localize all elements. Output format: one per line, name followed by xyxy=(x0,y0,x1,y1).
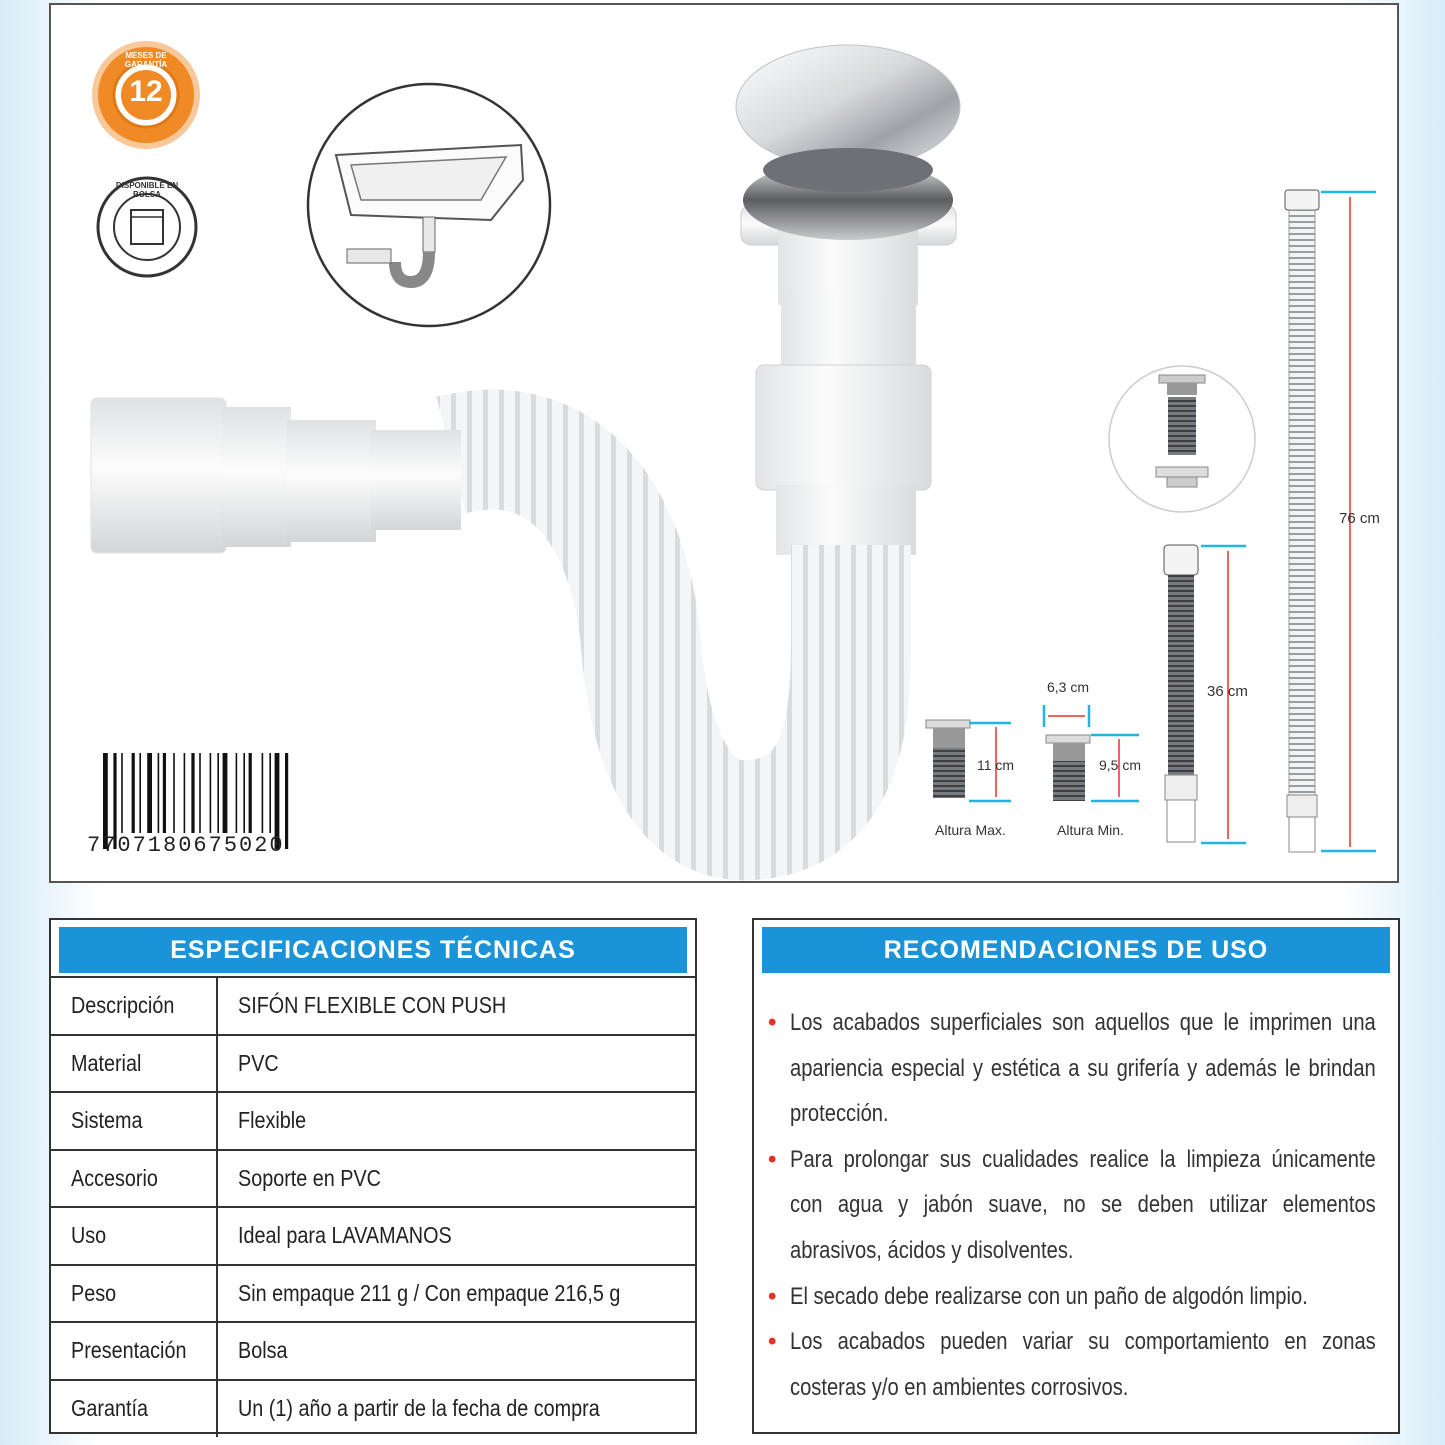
push-drain-cap xyxy=(736,45,960,305)
spec-label-text: Descripción xyxy=(71,992,175,1019)
spec-label xyxy=(51,977,217,1035)
barcode-bar xyxy=(285,753,288,849)
spec-value-text: SIFÓN FLEXIBLE CON PUSH xyxy=(238,992,507,1019)
sink-installation-icon xyxy=(308,84,550,326)
spec-value xyxy=(217,1380,695,1438)
spec-row xyxy=(51,1265,695,1323)
spec-label-text: Accesorio xyxy=(71,1164,158,1191)
spec-label-text: Material xyxy=(71,1049,142,1076)
bullet-icon: • xyxy=(768,1282,777,1310)
barcode-bar xyxy=(121,753,123,833)
recommendations-list xyxy=(768,1000,1376,1410)
barcode-bar xyxy=(139,753,141,833)
spec-label-text: Garantía xyxy=(71,1395,148,1422)
bullet-icon: • xyxy=(768,1145,777,1173)
recommendation-item xyxy=(768,1274,1376,1320)
spec-label xyxy=(51,1265,217,1323)
height-min-illustration xyxy=(1044,705,1142,801)
spec-row xyxy=(51,1092,695,1150)
recommendation-item xyxy=(768,1000,1376,1137)
spec-label-text: Uso xyxy=(71,1222,107,1249)
barcode-number: 7707180675020 xyxy=(87,833,285,858)
barcode-bar xyxy=(199,753,201,833)
warranty-ring-text: MESES DE GARANTÍA xyxy=(124,51,168,69)
recommendation-text: Los acabados pueden variar su comportamiento en zonas costeras y/o en ambientes corrosivos. xyxy=(790,1328,1376,1401)
dimension-diameter: 6,3 cm xyxy=(1047,679,1090,695)
dimension-36cm: 36 cm xyxy=(1207,683,1248,700)
spec-value-text: PVC xyxy=(238,1049,279,1076)
recommendation-item xyxy=(768,1319,1376,1410)
recommendation-item xyxy=(768,1137,1376,1274)
barcode-bar xyxy=(269,753,271,833)
spec-value xyxy=(217,977,695,1035)
product-illustration xyxy=(51,5,1399,883)
spec-label xyxy=(51,1092,217,1150)
spec-value-text: Soporte en PVC xyxy=(238,1164,381,1191)
recommendation-text: Para prolongar sus cualidades realice la limpieza únicamente con agua y jabón suave, no se deben utilizar elementos abrasivos, ácidos y disolventes. xyxy=(790,1145,1376,1264)
barcode-bar xyxy=(243,753,245,833)
product-panel xyxy=(49,3,1399,883)
barcode-bar xyxy=(191,753,194,833)
spec-label xyxy=(51,1322,217,1380)
barcode-bar xyxy=(249,753,252,833)
barcode-bar xyxy=(223,753,228,833)
specifications-title: ESPECIFICACIONES TÉCNICAS xyxy=(59,927,687,973)
label-height-min: Altura Min. xyxy=(1057,822,1124,838)
horizontal-outlet-pipe xyxy=(91,398,461,553)
spec-row xyxy=(51,1380,695,1438)
barcode-bar xyxy=(184,753,186,833)
specifications-table xyxy=(51,976,695,1437)
barcode-bar xyxy=(173,753,175,833)
spec-value xyxy=(217,1265,695,1323)
bullet-icon: • xyxy=(768,1328,777,1356)
spec-value-text: Sin empaque 211 g / Con empaque 216,5 g xyxy=(238,1279,621,1306)
spec-value xyxy=(217,1322,695,1380)
spec-row xyxy=(51,1035,695,1093)
label-height-max: Altura Max. xyxy=(935,822,1006,838)
spec-value-text: Flexible xyxy=(238,1107,307,1134)
bag-ring-text: DISPONIBLE EN BOLSA xyxy=(115,181,179,199)
warranty-number: 12 xyxy=(129,75,163,108)
barcode-bar xyxy=(236,753,238,833)
spec-label xyxy=(51,1035,217,1093)
dimension-height-max: 11 cm xyxy=(977,757,1015,773)
barcode-bar xyxy=(217,753,219,833)
specifications-box xyxy=(49,918,697,1434)
spec-value xyxy=(217,1150,695,1208)
spec-value xyxy=(217,1207,695,1265)
barcode-bar xyxy=(262,753,264,833)
spec-label-text: Presentación xyxy=(71,1337,187,1364)
barcode-bar xyxy=(163,753,166,833)
recommendations-title: RECOMENDACIONES DE USO xyxy=(762,927,1390,973)
bullet-icon: • xyxy=(768,1009,777,1036)
spec-label xyxy=(51,1207,217,1265)
dimension-height-min: 9,5 cm xyxy=(1099,757,1142,773)
spec-label-text: Sistema xyxy=(71,1107,143,1134)
spec-row xyxy=(51,1150,695,1208)
spec-row xyxy=(51,977,695,1035)
push-detail-icon xyxy=(1109,366,1255,512)
spec-value xyxy=(217,1092,695,1150)
spec-value-text: Bolsa xyxy=(238,1337,288,1364)
recommendation-text: Los acabados superficiales son aquellos que le imprimen una apariencia especial y estética a su grifería y además le brindan protección. xyxy=(790,1009,1376,1128)
recommendations-box xyxy=(752,918,1400,1434)
spec-value-text: Un (1) año a partir de la fecha de compra xyxy=(238,1395,600,1422)
barcode-bar xyxy=(158,753,160,833)
recommendation-text: El secado debe realizarse con un paño de algodón limpio. xyxy=(790,1282,1308,1310)
spec-row xyxy=(51,1207,695,1265)
spec-label xyxy=(51,1150,217,1208)
spec-value-text: Ideal para LAVAMANOS xyxy=(238,1222,452,1249)
barcode-bar xyxy=(132,753,135,833)
siphon-body xyxy=(756,290,931,555)
spec-value xyxy=(217,1035,695,1093)
spec-row xyxy=(51,1322,695,1380)
spec-label-text: Peso xyxy=(71,1279,117,1306)
barcode-bar xyxy=(147,753,152,833)
barcode-bar xyxy=(210,753,212,833)
dimension-76cm: 76 cm xyxy=(1339,510,1380,527)
spec-label xyxy=(51,1380,217,1438)
